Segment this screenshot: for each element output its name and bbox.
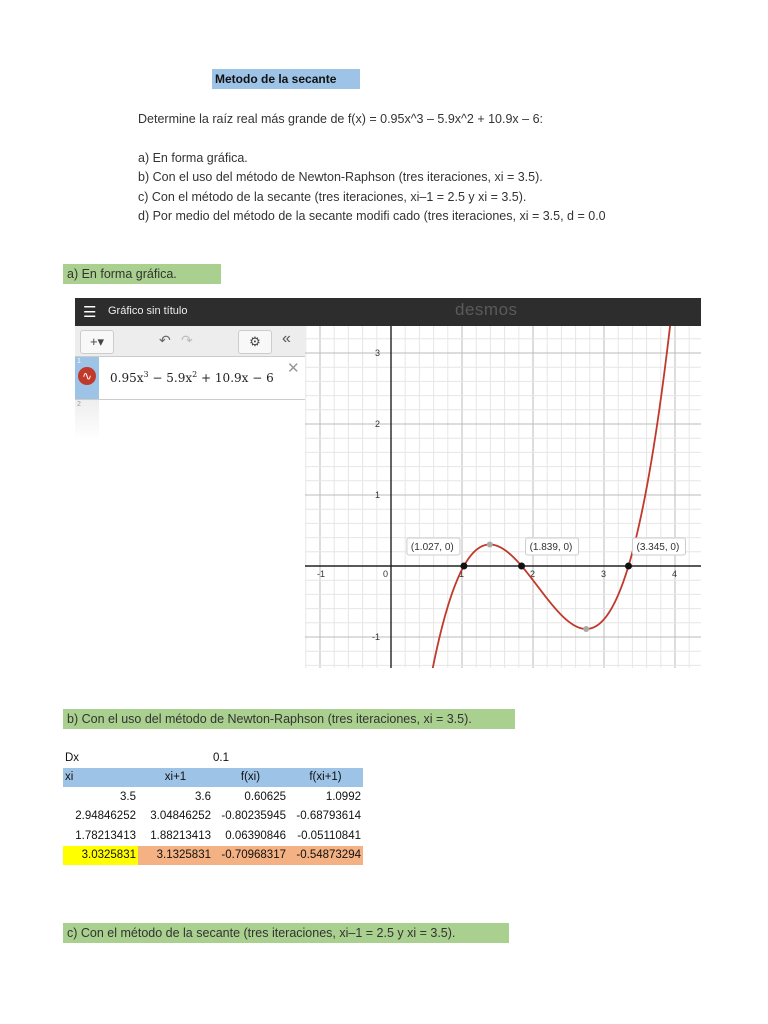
root-point (625, 563, 632, 570)
table-cell: 2.94846252 (75, 810, 136, 823)
result-cell: 3.0325831 (63, 846, 138, 866)
root-label (526, 538, 579, 555)
table-header-row (63, 768, 363, 788)
svg-text:(3.345, 0): (3.345, 0) (636, 542, 680, 553)
axes (305, 326, 701, 668)
problem-item-c: c) Con el método de la secante (tres iteraciones, xi–1 = 2.5 y xi = 3.5). (138, 189, 527, 204)
extremum-point (583, 626, 589, 632)
settings-gear-icon[interactable]: ⚙ (238, 330, 272, 354)
y-tick-label: -1 (371, 632, 380, 642)
table-cell: 3.1325831 (138, 846, 213, 866)
hamburger-menu-icon[interactable]: ☰ (83, 304, 97, 321)
redo-icon[interactable]: ↷ (181, 332, 193, 348)
svg-text:(1.839, 0): (1.839, 0) (529, 542, 573, 553)
table-row (63, 826, 363, 846)
header-fxi: f(xi) (213, 768, 288, 788)
table-cell: 3.04846252 (150, 810, 211, 823)
y-tick-label: 1 (374, 490, 380, 500)
table-cell: 1.78213413 (75, 829, 136, 842)
problem-statement: Determine la raíz real más grande de f(x) = 0.95x^3 – 5.9x^2 + 10.9x – 6: (138, 112, 543, 126)
table-cell: -0.70968317 (213, 846, 288, 866)
newton-raphson-table (63, 748, 363, 865)
graph-canvas[interactable] (305, 326, 701, 668)
expression-toolbar (75, 326, 305, 357)
section-c-heading: c) Con el método de la secante (tres iteraciones, xi–1 = 2.5 y xi = 3.5). (63, 923, 509, 943)
table-cell: 3.5 (120, 790, 136, 803)
expression-number: 1 (77, 358, 81, 365)
x-tick-label: -1 (317, 569, 326, 579)
collapse-panel-icon[interactable]: « (282, 330, 291, 347)
curve-toggle-icon[interactable]: ∿ (78, 367, 96, 385)
table-row-highlighted (63, 846, 363, 866)
table-cell: -0.54873294 (288, 846, 363, 866)
x-tick-label: 2 (530, 569, 536, 579)
table-row (63, 807, 363, 827)
root-point (460, 563, 467, 570)
table-cell: -0.05110841 (297, 829, 361, 842)
y-tick-label: 2 (374, 419, 380, 429)
expression-panel (75, 326, 305, 668)
svg-text:(1.027, 0): (1.027, 0) (410, 542, 454, 553)
desmos-top-bar (75, 298, 701, 326)
expression-formula[interactable]: $0.95x^3 - 5.9x^2 + 10.9x - 6$ (110, 370, 274, 385)
section-b-heading: b) Con el uso del método de Newton-Raphson (tres iteraciones, xi = 3.5). (63, 709, 515, 729)
dx-row (63, 748, 363, 768)
root-label (632, 538, 685, 555)
problem-block (138, 110, 606, 226)
root-points (407, 538, 686, 632)
header-xi: xi (63, 768, 138, 788)
header-fxi1: f(xi+1) (288, 768, 363, 788)
x-tick-label: 0 (383, 569, 389, 579)
dx-label: Dx (65, 751, 80, 764)
problem-item-d: d) Por medio del método de la secante modifi cado (tres iteraciones, xi = 3.5, d = 0.0 (138, 208, 606, 223)
table-cell: -0.68793614 (296, 810, 361, 823)
graph-title[interactable]: Gráfico sin título (108, 305, 188, 317)
expression-row[interactable] (75, 357, 305, 400)
table-row (63, 787, 363, 807)
delete-expression-icon[interactable]: ✕ (287, 360, 300, 377)
undo-icon[interactable]: ↶ (159, 332, 171, 348)
table-cell: -0.80235945 (221, 810, 286, 823)
extremum-point (487, 541, 493, 547)
x-tick-label: 4 (672, 569, 678, 579)
table-cell: 0.60625 (244, 790, 286, 803)
root-label (407, 538, 460, 555)
section-a-heading: a) En forma gráfica. (63, 264, 221, 284)
table-cell: 0.06390846 (225, 829, 286, 842)
problem-item-a: a) En forma gráfica. (138, 150, 248, 165)
desmos-screenshot (75, 298, 701, 668)
desmos-logo: desmos (455, 300, 518, 319)
expression-tab[interactable] (75, 357, 99, 399)
problem-item-b: b) Con el uso del método de Newton-Raphson (tres iteraciones, xi = 3.5). (138, 170, 543, 185)
grid-lines (305, 326, 701, 668)
x-tick-label: 3 (601, 569, 607, 579)
table-cell: 3.6 (195, 790, 211, 803)
table-cell: 1.88213413 (150, 829, 211, 842)
empty-expression-row[interactable] (75, 400, 99, 440)
root-point (518, 563, 525, 570)
function-curve (429, 326, 672, 668)
table-cell: 1.0992 (325, 790, 361, 803)
header-xi1: xi+1 (138, 768, 213, 788)
x-tick-label: 1 (459, 569, 465, 579)
add-item-button[interactable]: +▾ (80, 330, 114, 354)
expression-number-2: 2 (77, 401, 81, 408)
dx-value: 0.1 (213, 751, 229, 764)
document-title: Metodo de la secante (212, 69, 360, 89)
y-tick-label: 3 (374, 348, 380, 358)
